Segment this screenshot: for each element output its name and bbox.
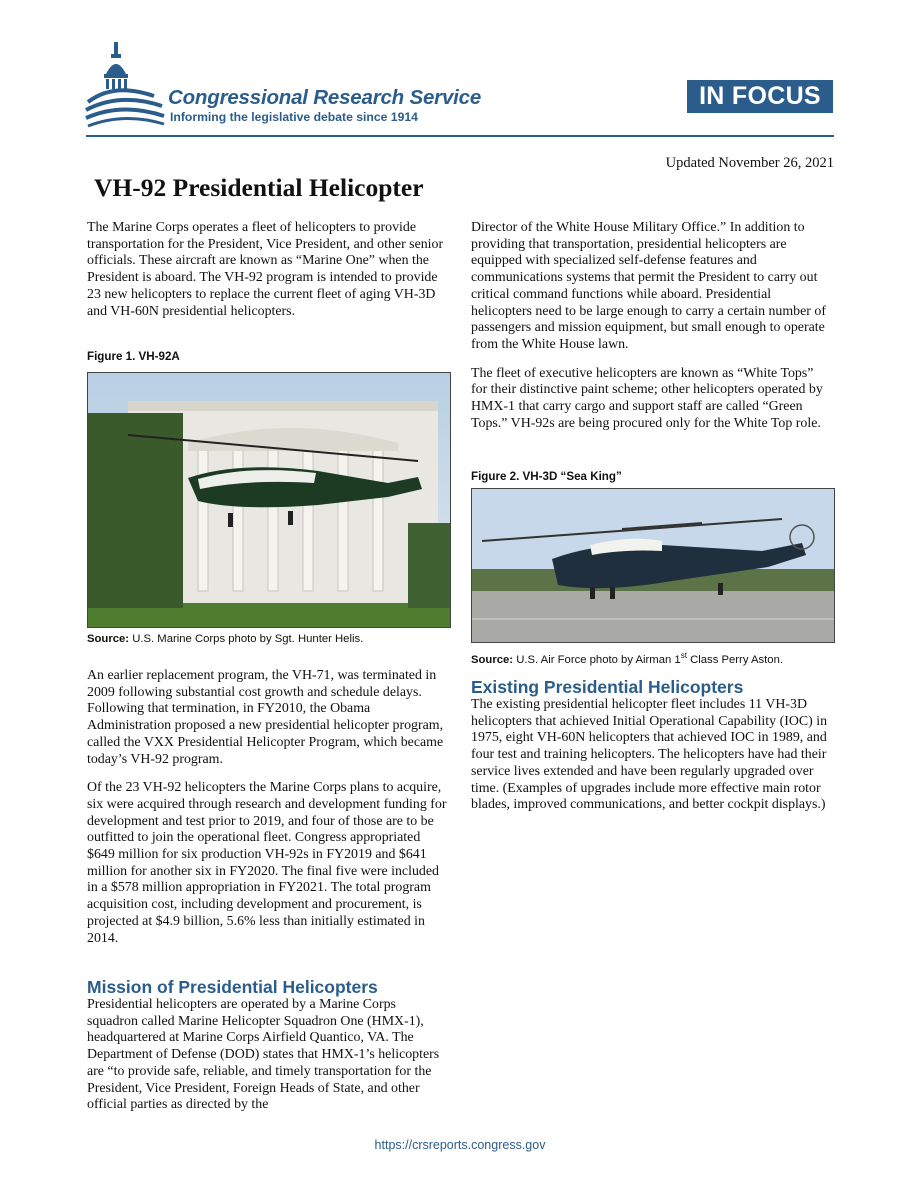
figure-2-source-text-post: Class Perry Aston. (686, 653, 784, 666)
org-name: Congressional Research Service (168, 86, 482, 109)
vh-3d-helicopter-photo-icon (472, 489, 834, 642)
figure-1-source (87, 633, 363, 645)
right-paragraph-2: The fleet of executive helicopters are known as “White Tops” for their distinctive paint scheme; other helicopters operated by HMX-1 that carry cargo and support staff are called “Green Tops.” VH-92s are being procured only for the White Top role. (471, 365, 823, 431)
figure-2-photo (471, 488, 835, 643)
in-focus-badge: IN FOCUS (687, 80, 833, 113)
capitol-dome-logo-icon (84, 40, 166, 130)
left-paragraph-3: Of the 23 VH-92 helicopters the Marine Corps plans to acquire, six were acquired through research and development funding for development and test prior to 2019, and four of those are to be outfitted to join the operational fleet. Congress appropriated $649 million for six production VH-92s in FY2019 and $641 million for another six in FY2020. The final five were included in a $578 million appropriation in FY2021. The total program acquisition cost, including development and procurement, is projected at $4.9 billion, 5.6% less than initially estimated in 2014. (87, 780, 447, 946)
right-existing (471, 697, 833, 826)
figure-1-source-text: U.S. Marine Corps photo by Sgt. Hunter Helis. (129, 633, 364, 645)
figure-2-source (471, 651, 783, 666)
heading-mission: Mission of Presidential Helicopters (87, 977, 378, 997)
footer-url[interactable] (0, 1138, 920, 1152)
figure-2-source-sup: st (680, 651, 687, 660)
left-paragraph-2: An earlier replacement program, the VH-71, was terminated in 2009 following substantial cost growth and schedule delays. Following that termination, in FY2010, the Obama Administration proposed a new presidential helicopter program, called the VXX Presidential Helicopter Program, which became today’s VH-92 program. (87, 668, 444, 767)
left-body (87, 668, 449, 959)
footer-link[interactable]: https://crsreports.congress.gov (374, 1138, 546, 1152)
figure-2-source-label: Source: (471, 653, 514, 666)
right-paragraph-3: The existing presidential helicopter fleet includes 11 VH-3D helicopters that achieved Initial Operational Capability (IOC) in 1975, eight VH-60N helicopters that achieved IOC in 1989, and four test and training helicopters. The helicopters have had their service lives extended and have been regularly upgraded over time. (Examples of upgrades include more effective main rotor blades, improved communications, and better cockpit displays.) (471, 697, 828, 813)
figure-2-source-text-pre: U.S. Air Force photo by Airman 1 (513, 653, 681, 666)
left-intro (87, 220, 449, 332)
header-divider (86, 135, 834, 137)
page-title: VH-92 Presidential Helicopter (94, 173, 424, 202)
figure-1-label: Figure 1. VH-92A (87, 350, 180, 363)
figure-1-photo (87, 372, 451, 628)
heading-existing: Existing Presidential Helicopters (471, 677, 744, 697)
left-mission (87, 997, 449, 1126)
updated-date: Updated November 26, 2021 (665, 155, 834, 171)
left-paragraph-4: Presidential helicopters are operated by a Marine Corps squadron called Marine Helicopter Squadron One (HMX-1), headquartered at Marine Corps Airfield Quantico, VA. The Department of Defense (DOD) states that HMX-1’s helicopters are “to provide safe, reliable, and timely transportation for the President, Vice President, Foreign Heads of State, and other official parties as directed by the (87, 997, 440, 1113)
figure-2-label: Figure 2. VH-3D “Sea King” (471, 470, 622, 483)
figure-1-source-label: Source: (87, 633, 130, 645)
right-intro (471, 220, 833, 444)
vh-92a-helicopter-photo-icon (88, 373, 450, 627)
right-paragraph-1: Director of the White House Military Office.” In addition to providing that transportation, presidential helicopters are equipped with specialized self-defense features and communications systems that permit the President to carry out critical command functions while aboard. Presidential helicopters need to be large enough to carry a certain number of passengers and mission equipment, but small enough to operate from the White House lawn. (471, 220, 826, 352)
org-tagline: Informing the legislative debate since 1914 (170, 110, 418, 124)
left-paragraph-1: The Marine Corps operates a fleet of helicopters to provide transportation for the President, Vice President, and other senior officials. These aircraft are known as “Marine One” when the President is aboard. The VH-92 program is intended to provide 23 new helicopters to replace the current fleet of aging VH-3D and VH-60N presidential helicopters. (87, 220, 444, 319)
